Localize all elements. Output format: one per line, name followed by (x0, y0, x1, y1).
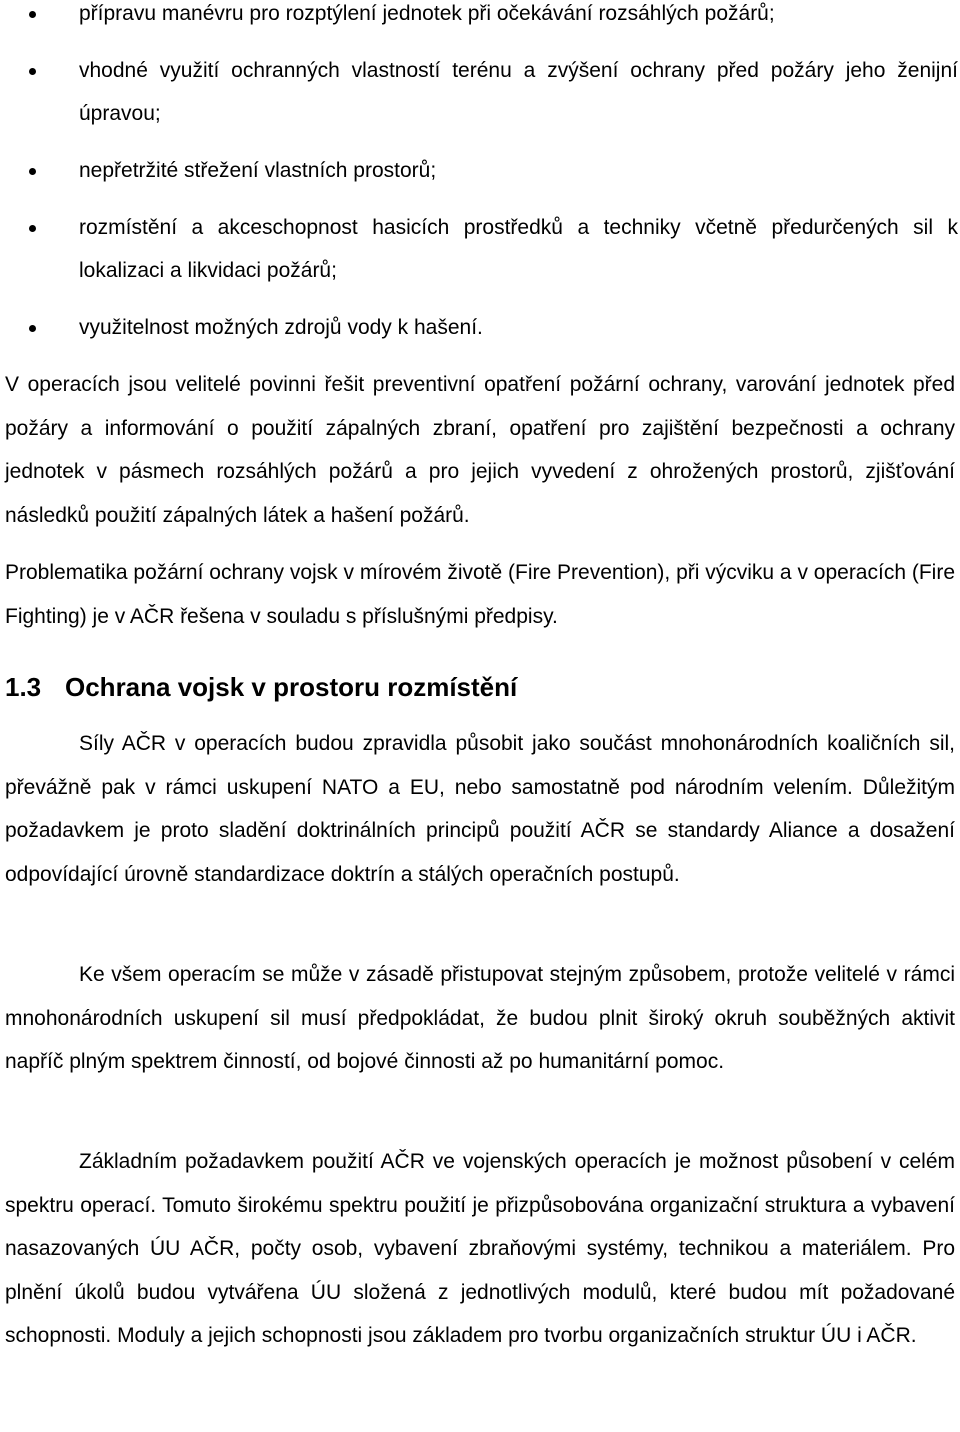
paragraph-operations-prevention: V operacích jsou velitelé povinni řešit preventivní opatření požární ochrany, varování jednotek před požáry a informování o použití zápalných zbraní, opatření pro zajištění bezpečnosti a ochrany jednotek v pásmech rozsáhlých požárů a pro jejich vyvedení z ohrožených prostorů, zjišťování následků použití zápalných látek a hašení požárů. (5, 373, 955, 527)
bullet-dot-icon (29, 11, 36, 18)
bullet-item (0, 0, 958, 35)
section-title: Ochrana vojsk v prostoru rozmístění (65, 672, 518, 702)
bullet-item (0, 306, 958, 349)
bullet-text: využitelnost možných zdrojů vody k hašení. (79, 316, 483, 339)
bullet-dot-icon (29, 68, 36, 75)
paragraph-acr-forces: Síly AČR v operacích budou zpravidla působit jako součást mnohonárodních koaličních sil, převážně pak v rámci uskupení NATO a EU, nebo samostatně pod národním velením. Důležitým požadavkem je proto sladění doktrinálních principů použití AČR se standardy Aliance a dosažení odpovídající úrovně standardizace doktrín a stálých operačních postupů. (5, 732, 955, 886)
bullet-text: nepřetržité střežení vlastních prostorů; (79, 159, 437, 182)
bullet-item (0, 49, 958, 135)
bullet-text: vhodné využití ochranných vlastností terénu a zvýšení ochrany před požáry jeho ženijní úpravou; (79, 59, 958, 125)
paragraph-basic-requirement: Základním požadavkem použití AČR ve vojenských operacích je možnost působení v celém spektru operací. Tomuto širokému spektru použití je přizpůsobována organizační struktura a vybavení nasazovaných ÚU AČR, počty osob, vybavení zbraňovými systémy, technikou a materiálem. Pro plnění úkolů budou vytvářena ÚU složená z jednotlivých modulů, které budou mít požadované schopnosti. Moduly a jejich schopnosti jsou základem pro tvorbu organizačních struktur ÚU i AČR. (5, 1150, 955, 1347)
bullet-text: přípravu manévru pro rozptýlení jednotek při očekávání rozsáhlých požárů; (79, 2, 775, 25)
section-number: 1.3 (5, 672, 42, 702)
section-heading (5, 664, 517, 710)
bullet-text: rozmístění a akceschopnost hasicích prostředků a techniky včetně předurčených sil k lokalizaci a likvidaci požárů; (79, 216, 958, 282)
bullet-dot-icon (29, 168, 36, 175)
paragraph-all-operations: Ke všem operacím se může v zásadě přistupovat stejným způsobem, protože velitelé v rámci mnohonárodních uskupení sil musí předpokládat, že budou plnit široký okruh souběžných aktivit napříč plným spektrem činností, od bojové činnosti až po humanitární pomoc. (5, 963, 955, 1073)
paragraph-fire-protection: Problematika požární ochrany vojsk v mírovém životě (Fire Prevention), při výcviku a v operacích (Fire Fighting) je v AČR řešena v souladu s příslušnými předpisy. (5, 561, 955, 628)
bullet-item (0, 149, 958, 192)
bullet-list (0, 0, 958, 349)
bullet-dot-icon (29, 325, 36, 332)
bullet-dot-icon (29, 225, 36, 232)
bullet-item (0, 206, 958, 292)
